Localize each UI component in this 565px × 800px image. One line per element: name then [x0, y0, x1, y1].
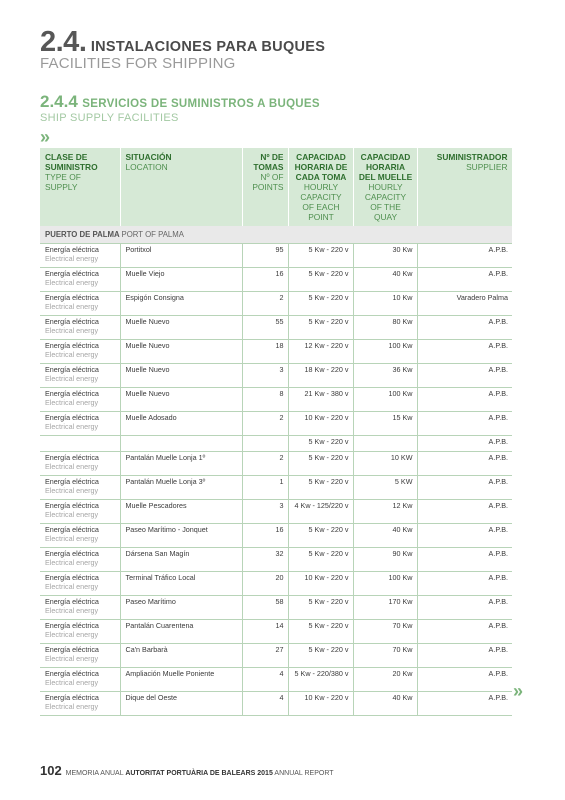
- cell-capacity-quay: 5 KW: [353, 476, 417, 500]
- cell-supplier: A.P.B.: [417, 340, 512, 364]
- cell-capacity-point: 21 Kw - 380 v: [288, 388, 353, 412]
- cell-capacity-point: 10 Kw - 220 v: [288, 692, 353, 716]
- cell-capacity-point: 5 Kw - 220 v: [288, 476, 353, 500]
- subsection-title: SERVICIOS DE SUMINISTROS A BUQUES: [82, 98, 320, 110]
- table-body: [40, 244, 512, 716]
- cell-supplier: A.P.B.: [417, 572, 512, 596]
- cell-supplier: A.P.B.: [417, 268, 512, 292]
- cell-type: Energía eléctrica Electrical energy: [40, 244, 120, 268]
- cell-capacity-quay: [353, 436, 417, 452]
- cell-capacity-quay: 10 KW: [353, 452, 417, 476]
- cell-supplier: A.P.B.: [417, 644, 512, 668]
- table-row: [40, 388, 512, 412]
- cell-capacity-quay: 30 Kw: [353, 244, 417, 268]
- cell-supplier: A.P.B.: [417, 436, 512, 452]
- header-capacity-point: CAPACIDAD HORARIA DE CADA TOMA HOURLY CAPACITY OF EACH POINT: [288, 148, 353, 226]
- cell-points: [242, 436, 288, 452]
- cell-supplier: A.P.B.: [417, 500, 512, 524]
- cell-location: Espigón Consigna: [120, 292, 242, 316]
- cell-location: Ampliación Muelle Poniente: [120, 668, 242, 692]
- cell-points: 18: [242, 340, 288, 364]
- cell-supplier: A.P.B.: [417, 388, 512, 412]
- cell-points: 16: [242, 268, 288, 292]
- table-row: [40, 316, 512, 340]
- cell-capacity-point: 5 Kw - 220 v: [288, 292, 353, 316]
- subsection-number: 2.4.4: [40, 92, 78, 111]
- cell-capacity-quay: 100 Kw: [353, 572, 417, 596]
- cell-type: Energía eléctrica Electrical energy: [40, 620, 120, 644]
- cell-location: Muelle Adosado: [120, 412, 242, 436]
- cell-points: 95: [242, 244, 288, 268]
- header-points: Nº DE TOMAS Nº OF POINTS: [242, 148, 288, 226]
- subsection-title-en: SHIP SUPPLY FACILITIES: [40, 112, 179, 124]
- cell-type: Energía eléctrica Electrical energy: [40, 548, 120, 572]
- port-label: PUERTO DE PALMA PORT OF PALMA: [40, 226, 512, 244]
- footer-memoria: MEMORIA ANUAL: [65, 770, 124, 777]
- port-row: [40, 226, 512, 244]
- section-heading: [40, 26, 540, 72]
- table-row: [40, 596, 512, 620]
- cell-type: Energía eléctrica Electrical energy: [40, 340, 120, 364]
- cell-supplier: A.P.B.: [417, 524, 512, 548]
- cell-capacity-quay: 40 Kw: [353, 524, 417, 548]
- cell-points: 27: [242, 644, 288, 668]
- cell-supplier: A.P.B.: [417, 316, 512, 340]
- cell-capacity-quay: 15 Kw: [353, 412, 417, 436]
- table-row: [40, 292, 512, 316]
- cell-type: Energía eléctrica Electrical energy: [40, 292, 120, 316]
- cell-points: 32: [242, 548, 288, 572]
- cell-points: 2: [242, 292, 288, 316]
- cell-points: 20: [242, 572, 288, 596]
- cell-location: Pantalán Muelle Lonja 1º: [120, 452, 242, 476]
- cell-capacity-quay: 20 Kw: [353, 668, 417, 692]
- cell-capacity-point: 5 Kw - 220 v: [288, 268, 353, 292]
- cell-location: Muelle Pescadores: [120, 500, 242, 524]
- cell-capacity-quay: 90 Kw: [353, 548, 417, 572]
- cell-capacity-point: 5 Kw - 220 v: [288, 244, 353, 268]
- table-row: [40, 668, 512, 692]
- subsection-heading: [40, 92, 540, 124]
- cell-capacity-point: 5 Kw - 220 v: [288, 524, 353, 548]
- table-row: [40, 364, 512, 388]
- table-row: [40, 452, 512, 476]
- cell-location: Portitxol: [120, 244, 242, 268]
- table-row: [40, 268, 512, 292]
- cell-supplier: A.P.B.: [417, 364, 512, 388]
- cell-capacity-quay: 70 Kw: [353, 620, 417, 644]
- cell-points: 8: [242, 388, 288, 412]
- cell-points: 4: [242, 668, 288, 692]
- cell-supplier: A.P.B.: [417, 452, 512, 476]
- cell-location: Terminal Tráfico Local: [120, 572, 242, 596]
- cell-capacity-quay: 170 Kw: [353, 596, 417, 620]
- header-location: SITUACIÓN LOCATION: [120, 148, 242, 226]
- cell-location: Paseo Marítimo: [120, 596, 242, 620]
- cell-capacity-quay: 10 Kw: [353, 292, 417, 316]
- table-row: [40, 572, 512, 596]
- cell-supplier: A.P.B.: [417, 596, 512, 620]
- cell-supplier: A.P.B.: [417, 692, 512, 716]
- cell-type: Energía eléctrica Electrical energy: [40, 524, 120, 548]
- cell-capacity-point: 5 Kw - 220 v: [288, 596, 353, 620]
- chevron-icon: »: [513, 681, 520, 701]
- table-row: [40, 412, 512, 436]
- cell-capacity-quay: 70 Kw: [353, 644, 417, 668]
- cell-location: Pantalán Muelle Lonja 3º: [120, 476, 242, 500]
- cell-capacity-point: 4 Kw - 125/220 v: [288, 500, 353, 524]
- cell-type: Energía eléctrica Electrical energy: [40, 268, 120, 292]
- cell-capacity-point: 5 Kw - 220/380 v: [288, 668, 353, 692]
- section-title: INSTALACIONES PARA BUQUES: [90, 39, 326, 55]
- cell-type: Energía eléctrica Electrical energy: [40, 596, 120, 620]
- cell-location: Paseo Marítimo - Jonquet: [120, 524, 242, 548]
- cell-supplier: A.P.B.: [417, 412, 512, 436]
- chevron-icon: »: [40, 127, 47, 147]
- cell-capacity-point: 10 Kw - 220 v: [288, 572, 353, 596]
- cell-capacity-point: 12 Kw - 220 v: [288, 340, 353, 364]
- header-capacity-quay: CAPACIDAD HORARIA DEL MUELLE HOURLY CAPACITY OF THE QUAY: [353, 148, 417, 226]
- table-row: [40, 548, 512, 572]
- cell-location: Ca'n Barbarà: [120, 644, 242, 668]
- cell-supplier: A.P.B.: [417, 476, 512, 500]
- cell-type: Energía eléctrica Electrical energy: [40, 572, 120, 596]
- cell-location: Muelle Nuevo: [120, 388, 242, 412]
- footer-authority: AUTORITAT PORTUÀRIA DE BALEARS 2015: [125, 770, 273, 777]
- cell-points: 16: [242, 524, 288, 548]
- cell-capacity-point: 5 Kw - 220 v: [288, 644, 353, 668]
- cell-capacity-point: 5 Kw - 220 v: [288, 620, 353, 644]
- cell-capacity-quay: 40 Kw: [353, 692, 417, 716]
- table-header-row: [40, 148, 512, 226]
- cell-capacity-point: 5 Kw - 220 v: [288, 436, 353, 452]
- table-row: [40, 476, 512, 500]
- cell-type: [40, 436, 120, 452]
- table-row: [40, 524, 512, 548]
- cell-capacity-quay: 12 Kw: [353, 500, 417, 524]
- cell-supplier: A.P.B.: [417, 668, 512, 692]
- cell-capacity-point: 5 Kw - 220 v: [288, 316, 353, 340]
- cell-points: 2: [242, 412, 288, 436]
- cell-points: 3: [242, 364, 288, 388]
- cell-location: Dique del Oeste: [120, 692, 242, 716]
- cell-type: Energía eléctrica Electrical energy: [40, 364, 120, 388]
- cell-capacity-quay: 100 Kw: [353, 388, 417, 412]
- cell-type: Energía eléctrica Electrical energy: [40, 692, 120, 716]
- cell-points: 4: [242, 692, 288, 716]
- page-footer: [40, 763, 334, 778]
- table-row: [40, 500, 512, 524]
- table-row: [40, 436, 512, 452]
- cell-capacity-point: 10 Kw - 220 v: [288, 412, 353, 436]
- cell-type: Energía eléctrica Electrical energy: [40, 644, 120, 668]
- cell-capacity-quay: 36 Kw: [353, 364, 417, 388]
- header-type: CLASE DE SUMINISTRO TYPE OF SUPPLY: [40, 148, 120, 226]
- cell-supplier: A.P.B.: [417, 548, 512, 572]
- table-row: [40, 692, 512, 716]
- section-title-en: FACILITIES FOR SHIPPING: [40, 55, 236, 72]
- cell-location: Muelle Nuevo: [120, 316, 242, 340]
- cell-capacity-quay: 80 Kw: [353, 316, 417, 340]
- cell-location: [120, 436, 242, 452]
- cell-capacity-point: 5 Kw - 220 v: [288, 548, 353, 572]
- cell-points: 1: [242, 476, 288, 500]
- cell-location: Muelle Nuevo: [120, 364, 242, 388]
- header-supplier: SUMINISTRADOR SUPPLIER: [417, 148, 512, 226]
- supply-table: [40, 148, 513, 716]
- cell-type: Energía eléctrica Electrical energy: [40, 668, 120, 692]
- table-row: [40, 340, 512, 364]
- cell-points: 58: [242, 596, 288, 620]
- cell-supplier: A.P.B.: [417, 244, 512, 268]
- cell-location: Dársena San Magín: [120, 548, 242, 572]
- cell-points: 2: [242, 452, 288, 476]
- cell-points: 14: [242, 620, 288, 644]
- cell-capacity-quay: 100 Kw: [353, 340, 417, 364]
- footer-annual: ANNUAL REPORT: [274, 770, 334, 777]
- cell-location: Muelle Nuevo: [120, 340, 242, 364]
- cell-capacity-point: 5 Kw - 220 v: [288, 452, 353, 476]
- cell-type: Energía eléctrica Electrical energy: [40, 388, 120, 412]
- cell-supplier: A.P.B.: [417, 620, 512, 644]
- cell-points: 3: [242, 500, 288, 524]
- section-number: 2.4.: [40, 26, 87, 58]
- cell-type: Energía eléctrica Electrical energy: [40, 500, 120, 524]
- cell-type: Energía eléctrica Electrical energy: [40, 476, 120, 500]
- cell-supplier: Varadero Palma: [417, 292, 512, 316]
- cell-type: Energía eléctrica Electrical energy: [40, 452, 120, 476]
- cell-location: Pantalán Cuarentena: [120, 620, 242, 644]
- page-number: 102: [40, 763, 62, 778]
- cell-capacity-quay: 40 Kw: [353, 268, 417, 292]
- cell-points: 55: [242, 316, 288, 340]
- cell-type: Energía eléctrica Electrical energy: [40, 316, 120, 340]
- cell-capacity-point: 18 Kw - 220 v: [288, 364, 353, 388]
- cell-location: Muelle Viejo: [120, 268, 242, 292]
- cell-type: Energía eléctrica Electrical energy: [40, 412, 120, 436]
- table-row: [40, 620, 512, 644]
- table-row: [40, 644, 512, 668]
- table-row: [40, 244, 512, 268]
